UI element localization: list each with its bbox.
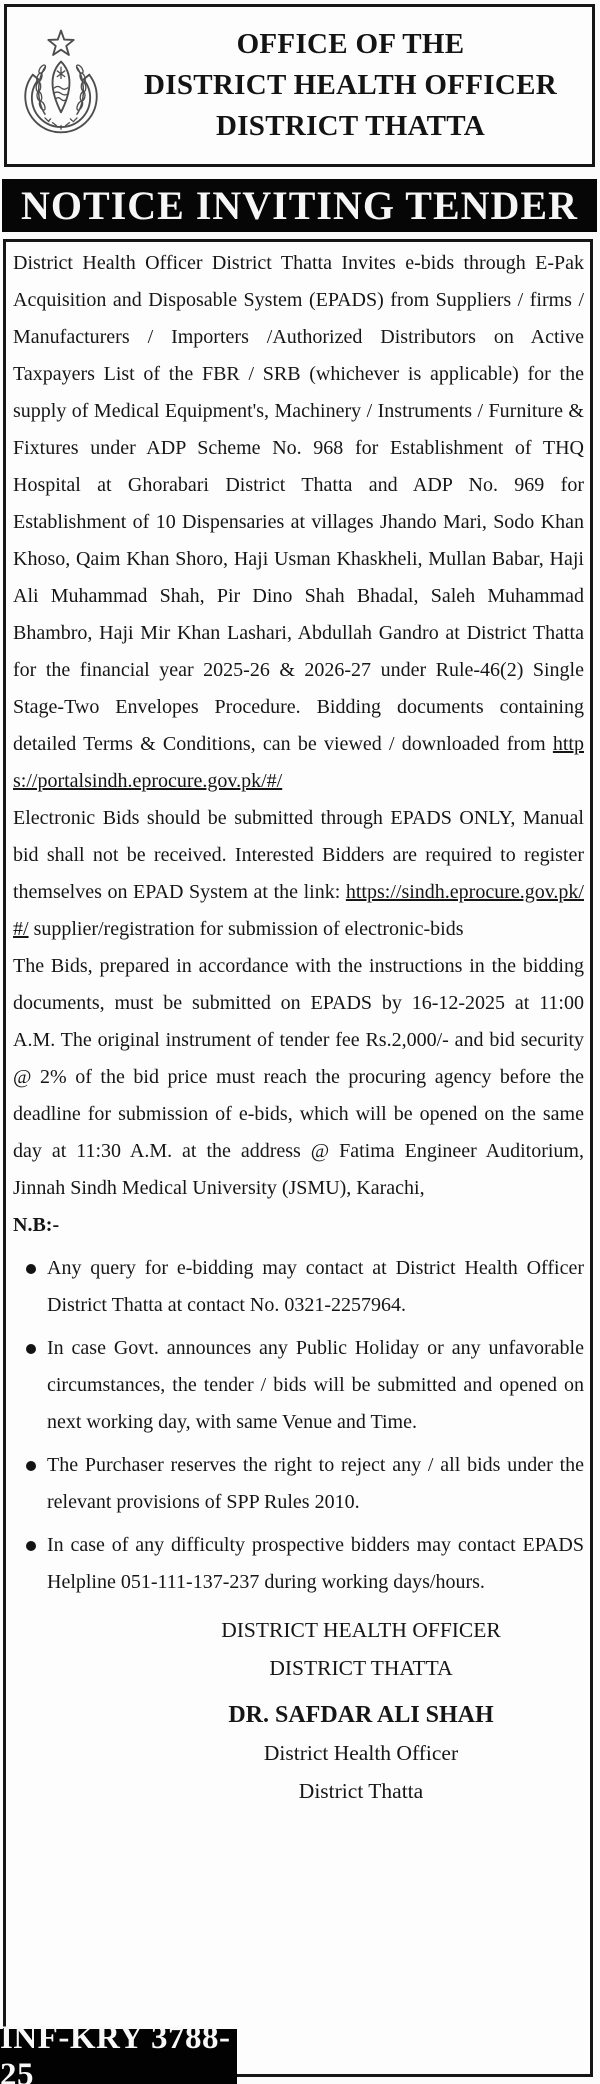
bidding-documents-link[interactable]: https://portalsindh.eprocure.gov.pk/#/ <box>13 733 584 792</box>
notes-list <box>13 1250 584 1601</box>
paragraph-invitation-text: District Health Officer District Thatta Invites e-bids through E-Pak Acquisition and Disposable System (EPADS) from Suppliers / firms / Manufacturers / Importers /Authorized Distributors on Active Taxpayers List of the FBR / SRB (whichever is applicable) for the supply of Medical Equipment's, Machinery / Instruments / Furniture & Fixtures under ADP Scheme No. 968 for Establishment of THQ Hospital at Ghorabari District Thatta and ADP No. 969 for Establishment of 10 Dispensaries at villages Jhando Mari, Sodo Khan Khoso, Qaim Khan Shoro, Haji Usman Khaskheli, Mullan Babar, Haji Ali Muhammad Shah, Pir Dino Shah Bhadal, Saleh Muhammad Bhambro, Haji Mir Khan Lashari, Abdullah Gandro at District Thatta for the financial year 2025-26 & 2026-27 under Rule-46(2) Single Stage-Two Envelopes Procedure. Bidding documents containing detailed Terms & Conditions, can be viewed / downloaded from <box>13 252 584 755</box>
paragraph-submission: The Bids, prepared in accordance with the instructions in the bidding documents, must be submitted on EPADS by 16-12-2025 at 11:00 A.M. The original instrument of tender fee Rs.2,000/- and bid security @ 2% of the bid price must reach the procuring agency before the deadline for submission of e-bids, which will be opened on the same day at 11:30 A.M. at the address @ Fatima Engineer Auditorium, Jinnah Sindh Medical University (JSMU), Karachi, <box>13 955 584 1199</box>
office-title-line1: OFFICE OF THE <box>236 28 465 60</box>
supplier-registration-link[interactable]: https://sindh.eprocure.gov.pk/#/ <box>13 881 584 940</box>
office-title-line3: DISTRICT THATTA <box>215 110 486 142</box>
office-title <box>115 24 592 147</box>
ad-reference-badge <box>0 2019 237 2084</box>
paragraph-epads-text-after: supplier/registration for submission of electronic-bids <box>28 918 464 940</box>
bullet-icon <box>26 1541 36 1551</box>
office-title-line2: DISTRICT HEALTH OFFICER <box>143 69 557 101</box>
paragraph-epads <box>13 800 584 948</box>
signatory-name: DR. SAFDAR ALI SHAH <box>228 1702 494 1728</box>
bullet-icon <box>26 1344 36 1354</box>
nb-label: N.B:- <box>13 1214 60 1236</box>
bullet-icon <box>26 1264 36 1274</box>
notice-body <box>3 239 593 2077</box>
signature-office-line1: DISTRICT HEALTH OFFICER <box>221 1618 501 1642</box>
list-item <box>13 1250 584 1324</box>
bullet-icon <box>26 1461 36 1471</box>
paragraph-epads-text-before: Electronic Bids should be submitted through EPADS ONLY, Manual bid shall not be received. Interested Bidders are required to register themselves on EPAD System at the link: <box>13 807 584 903</box>
list-item <box>13 1527 584 1601</box>
signatory-title-line1: District Health Officer <box>263 1741 459 1765</box>
ad-reference-number: INF-KRY 3788-25 <box>0 2019 231 2084</box>
header <box>4 4 595 167</box>
list-item <box>13 1330 584 1441</box>
notice-banner <box>2 179 597 232</box>
signatory-title-line2: District Thatta <box>298 1779 424 1803</box>
note-text: Any query for e-bidding may contact at District Health Officer District Thatta at contact No. 0321-2257964. <box>47 1257 584 1316</box>
government-of-sindh-emblem-icon <box>7 27 115 145</box>
notice-banner-title: NOTICE INVITING TENDER <box>21 183 578 228</box>
list-item <box>13 1447 584 1521</box>
signature-block <box>161 1611 561 1810</box>
note-text: The Purchaser reserves the right to reject any / all bids under the relevant provisions of SPP Rules 2010. <box>47 1454 584 1513</box>
note-text: In case of any difficulty prospective bidders may contact EPADS Helpline 051-111-137-237 during working days/hours. <box>47 1534 584 1593</box>
paragraph-invitation <box>13 245 584 800</box>
signature-office-line2: DISTRICT THATTA <box>269 1656 453 1680</box>
note-text: In case Govt. announces any Public Holiday or any unfavorable circumstances, the tender / bids will be submitted and opened on next working day, with same Venue and Time. <box>47 1337 584 1433</box>
